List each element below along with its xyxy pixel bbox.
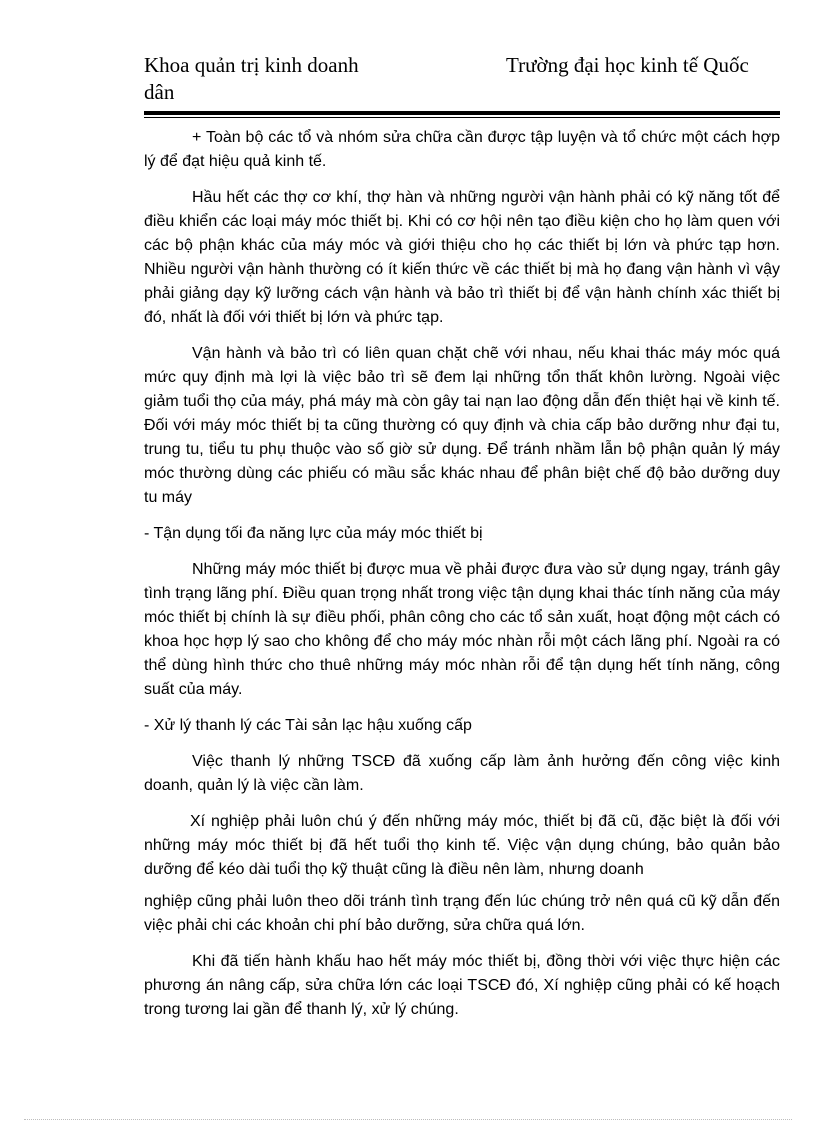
- paragraph-depreciation-plan: Khi đã tiến hành khấu hao hết máy móc thiết bị, đồng thời với việc thực hiện các phương án nâng cấp, sửa chữa lớn các loại TSCĐ đó, Xí nghiệp cũng phải có kế hoạch trong tương lai gần để thanh lý, xử lý chúng.: [144, 953, 780, 1018]
- paragraph-repair-teams: + Toàn bộ các tổ và nhóm sửa chữa cần được tập luyện và tổ chức một cách hợp lý để đạt hiệu quả kinh tế.: [144, 129, 780, 170]
- header-divider-thick: [144, 111, 780, 115]
- page-bottom-dotted-border: [24, 1119, 792, 1120]
- header-university-name: Trường đại học kinh tế Quốc: [506, 53, 749, 77]
- paragraph-use-equipment: Những máy móc thiết bị được mua về phải được đưa vào sử dụng ngay, tránh gây tình trạng lãng phí. Điều quan trọng nhất trong việc tận dụng khai thác tính năng của máy móc thiết bị chính là sự điều phối, phân công cho các tổ sản xuất, hoạt động một cách có khoa học hợp lý sao cho không để cho máy móc nhàn rỗi một cách lãng phí. Ngoài ra có thể dùng hình thức cho thuê những máy móc nhàn rỗi để tận dụng hết tính năng, công suất của máy.: [144, 561, 780, 698]
- paragraph-operation-maintenance: Vận hành và bảo trì có liên quan chặt chẽ với nhau, nếu khai thác máy móc quá mức quy định mà lợi là việc bảo trì sẽ đem lại những tổn thất khôn lường. Ngoài việc giảm tuổi thọ của máy, phá máy mà còn gây tai nạn lao động dẫn đến thiệt hại về kinh tế. Đối với máy móc thiết bị ta cũng thường có quy định và chia cấp bảo dưỡng như đại tu, trung tu, tiểu tu phụ thuộc vào số giờ sử dụng. Để tránh nhầm lẫn bộ phận quản lý máy móc thường dùng các phiếu có mầu sắc khác nhau để phân biệt chế độ bảo dưỡng duy tu máy: [144, 345, 780, 506]
- header-divider-thin: [144, 117, 780, 118]
- header-university-name-continued: dân: [144, 80, 175, 104]
- paragraph-liquidation-need: Việc thanh lý những TSCĐ đã xuống cấp làm ảnh hưởng đến công việc kinh doanh, quản lý là việc cần làm.: [144, 753, 780, 794]
- paragraph-old-equipment: Xí nghiệp phải luôn chú ý đến những máy móc, thiết bị đã cũ, đặc biệt là đối với những máy móc thiết bị đã hết tuổi thọ kinh tế. Việc vận dụng chúng, bảo quản bảo dưỡng để kéo dài tuổi thọ kỹ thuật cũng là điều nên làm, nhưng doanh: [144, 813, 780, 878]
- paragraph-operator-skills: Hầu hết các thợ cơ khí, thợ hàn và những người vận hành phải có kỹ năng tốt để điều khiển các loại máy móc thiết bị. Khi có cơ hội nên tạo điều kiện cho họ làm quen với các bộ phận khác của máy móc và giới thiệu cho họ các thiết bị lớn và phức tạp hơn. Nhiều người vận hành thường có ít kiến thức về các thiết bị mà họ đang vận hành vì vậy phải giảng dạy kỹ lưỡng cách vận hành và bảo trì thiết bị để vận hành chính xác thiết bị đó, nhất là đối với thiết bị lớn và phức tạp.: [144, 189, 780, 326]
- paragraph-old-equipment-continued: nghiệp cũng phải luôn theo dõi tránh tình trạng đến lúc chúng trở nên quá cũ kỹ dẫn đến việc phải chi các khoản chi phí bảo dưỡng, sửa chữa quá lớn.: [144, 893, 780, 934]
- document-body: [144, 126, 780, 1034]
- header-faculty-name: Khoa quản trị kinh doanh: [144, 53, 359, 77]
- section-heading-liquidation: - Xử lý thanh lý các Tài sản lạc hậu xuống cấp: [144, 717, 472, 734]
- section-heading-maximize-capacity: - Tận dụng tối đa năng lực của máy móc thiết bị: [144, 525, 483, 542]
